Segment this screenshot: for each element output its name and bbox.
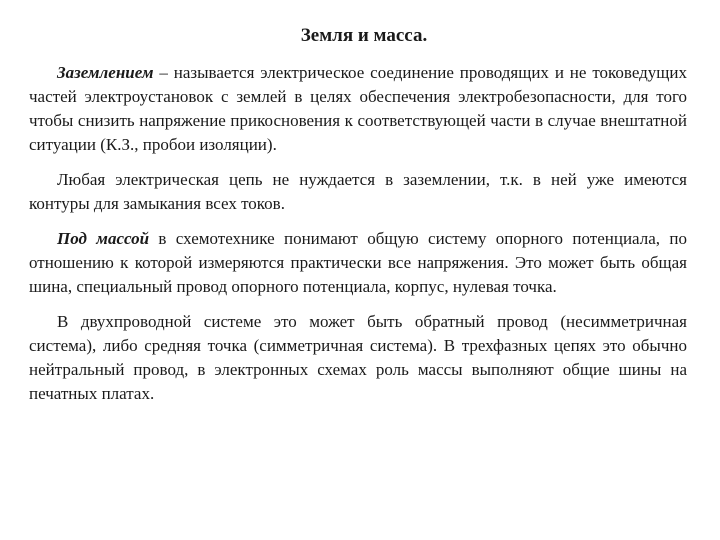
paragraph-mass <box>29 227 687 299</box>
paragraph-circuit <box>29 168 687 216</box>
paragraph-systems <box>29 310 687 406</box>
term-mass: Под массой <box>57 229 150 248</box>
paragraph-systems-text: В двухпроводной системе это может быть обратный провод (несимметричная система), либо средняя точка (симметричная система). В трехфазных цепях это обычно нейтральный провод, в электронных схемах роль массы выполняют общие шины на печатных платах. <box>29 312 687 403</box>
paragraph-grounding-text: – называется электрическое соединение проводящих и не токоведущих частей электроустановок с землей в целях обеспечения электробезопасности, для того чтобы снизить напряжение прикосновения к соответствующей части в случае внештатной ситуации (К.З., пробои изоляции). <box>29 63 687 154</box>
paragraph-mass-text: в схемотехнике понимают общую систему опорного потенциала, по отношению к которой измеряются практически все напряжения. Это может быть общая шина, специальный провод опорного потенциала, корпус, нулевая точка. <box>29 229 687 296</box>
paragraph-circuit-text: Любая электрическая цепь не нуждается в заземлении, т.к. в ней уже имеются контуры для замыкания всех токов. <box>29 170 687 213</box>
term-grounding: Заземлением <box>57 63 154 82</box>
paragraph-grounding <box>29 61 687 157</box>
document-title: Земля и масса. <box>300 25 428 46</box>
